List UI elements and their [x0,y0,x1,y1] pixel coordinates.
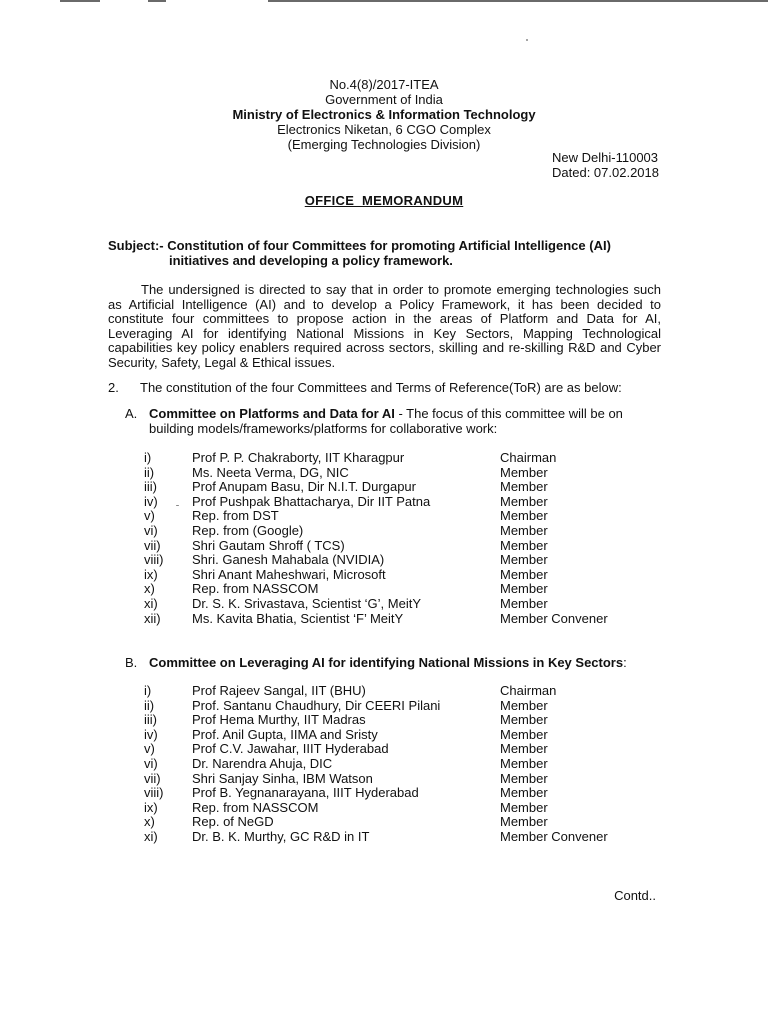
member-name: Prof Hema Murthy, IIT Madras [192,712,366,728]
member-role: Member [500,755,548,771]
member-row [144,568,624,583]
member-number: xi) [144,828,158,844]
member-role: Chairman [500,683,557,698]
member-row [144,786,624,801]
member-number: iii) [144,712,157,728]
member-number: vii) [144,537,161,553]
member-row [144,553,624,568]
date: Dated: 07.02.2018 [552,165,659,180]
member-role: Member [500,493,548,509]
member-role: Member [500,814,548,830]
member-number: iii) [144,479,157,495]
member-name: Prof Rajeev Sangal, IIT (BHU) [192,683,366,698]
member-number: i) [144,683,152,698]
subject-line-1: Subject:- Constitution of four Committees for promoting Artificial Intelligence (AI) [108,238,611,253]
member-role: Member [500,770,548,786]
intro-paragraph-text: The undersigned is directed to say that in order to promote emerging technologies such as Artificial Intelligence (AI) and to develop a Policy Framework, it has been decided to constitute four committees to propose action in the areas of Platform and Data for AI, Leveraging AI for identifying National Missions in Key Sectors, Mapping Technological capabilities key policy enablers required across sectors, skilling and re-skilling R&D and Cyber Security, Safety, Legal & Ethical issues. [108,282,661,370]
subject-line-2: initiatives and developing a policy framework. [169,253,453,268]
member-number: viii) [144,552,164,568]
member-row [144,597,624,612]
member-number: viii) [144,785,164,801]
member-row [144,742,624,757]
member-row [144,801,624,816]
committee-letter: B. [125,655,138,670]
member-role: Member [500,522,548,538]
member-row [144,524,624,539]
member-number: xii) [144,610,161,626]
member-role: Member [500,581,548,597]
member-role: Member [500,712,548,728]
member-role: Chairman [500,450,557,465]
member-number: vi) [144,522,158,538]
member-name: Shri. Ganesh Mahabala (NVIDIA) [192,552,385,568]
subject-block [108,238,664,268]
member-role: Member [500,595,548,611]
member-role: Member [500,552,548,568]
member-name: Rep. from NASSCOM [192,581,319,597]
place: New Delhi-110003 [552,150,659,165]
member-name: Prof. Santanu Chaudhury, Dir CEERI Pilani [192,697,441,713]
member-name: Prof Anupam Basu, Dir N.I.T. Durgapur [192,479,416,495]
member-number: iv) [144,493,158,509]
reference-number: No.4(8)/2017-ITEA [329,77,439,92]
government-line: Government of India [325,92,443,107]
member-name: Shri Sanjay Sinha, IBM Watson [192,770,373,786]
member-number: x) [144,814,155,830]
committee-b-heading [125,656,665,671]
point-number: 2. [108,380,119,395]
member-row [144,772,624,787]
member-name: Shri Gautam Shroff ( TCS) [192,537,345,553]
member-row [144,466,624,481]
member-name: Dr. B. K. Murthy, GC R&D in IT [192,828,370,844]
member-row [144,451,624,466]
member-row [144,830,624,845]
member-name: Prof P. P. Chakraborty, IIT Kharagpur [192,450,405,465]
member-row [144,684,624,699]
member-number: xi) [144,595,158,611]
member-number: ii) [144,464,155,480]
member-number: v) [144,508,155,524]
committee-title: Committee on Leveraging AI for identifying National Missions in Key Sectors [149,655,624,670]
point-text: The constitution of the four Committees and Terms of Reference(ToR) are as below: [140,380,622,395]
member-name: Rep. of NeGD [192,814,274,830]
committee-a-member-list [144,451,624,626]
member-role: Member [500,785,548,801]
document-title: OFFICE MEMORANDUM [304,193,464,208]
member-row [144,699,624,714]
member-number: vi) [144,755,158,771]
member-number: vii) [144,770,161,786]
committee-b-member-list [144,684,624,845]
member-row [144,539,624,554]
division-name: (Emerging Technologies Division) [287,137,481,152]
member-number: i) [144,450,152,465]
member-number: v) [144,741,155,757]
committee-description: - The focus of this committee will be on building models/frameworks/platforms for collaborative work: [149,406,623,436]
member-role: Member Convener [500,828,608,844]
member-role: Member [500,741,548,757]
member-role: Member [500,726,548,742]
member-name: Rep. from NASSCOM [192,799,319,815]
member-role: Member [500,537,548,553]
member-role: Member [500,799,548,815]
member-name: Dr. Narendra Ahuja, DIC [192,755,333,771]
member-row [144,815,624,830]
member-number: ix) [144,566,158,582]
member-name: Rep. from (Google) [192,522,304,538]
committee-a-heading [125,407,665,436]
scan-speck [526,39,528,41]
committee-letter: A. [125,406,138,421]
member-name: Ms. Kavita Bhatia, Scientist ‘F’ MeitY [192,610,404,626]
member-name: Prof Pushpak Bhattacharya, Dir IIT Patna [192,493,431,509]
member-name: Dr. S. K. Srivastava, Scientist ‘G’, MeitY [192,595,422,611]
member-number: x) [144,581,155,597]
member-number: ix) [144,799,158,815]
member-name: Shri Anant Maheshwari, Microsoft [192,566,386,582]
member-name: Ms. Neeta Verma, DG, NIC [192,464,349,480]
member-role: Member [500,464,548,480]
member-row [144,495,624,510]
office-address: Electronics Niketan, 6 CGO Complex [277,122,491,137]
member-name: Prof B. Yegnanarayana, IIIT Hyderabad [192,785,419,801]
member-role: Member [500,479,548,495]
member-role: Member Convener [500,610,608,626]
intro-paragraph [108,283,661,371]
member-role: Member [500,566,548,582]
scan-edge-artifact [0,0,768,3]
member-row [144,509,624,524]
member-row [144,728,624,743]
member-number: ii) [144,697,155,713]
place-and-date [552,150,659,180]
member-name: Rep. from DST [192,508,279,524]
member-role: Member [500,508,548,524]
member-row [144,480,624,495]
member-row [144,612,624,627]
committee-description: : [623,655,627,670]
member-name: Prof. Anil Gupta, IIMA and Sristy [192,726,378,742]
committee-title: Committee on Platforms and Data for AI [149,406,395,421]
continued-note: Contd.. [614,888,656,903]
member-role: Member [500,697,548,713]
member-row [144,757,624,772]
member-row [144,582,624,597]
member-row [144,713,624,728]
ministry-name: Ministry of Electronics & Information Technology [232,107,536,122]
letter-header [0,77,768,152]
member-name: Prof C.V. Jawahar, IIIT Hyderabad [192,741,389,757]
member-number: iv) [144,726,158,742]
